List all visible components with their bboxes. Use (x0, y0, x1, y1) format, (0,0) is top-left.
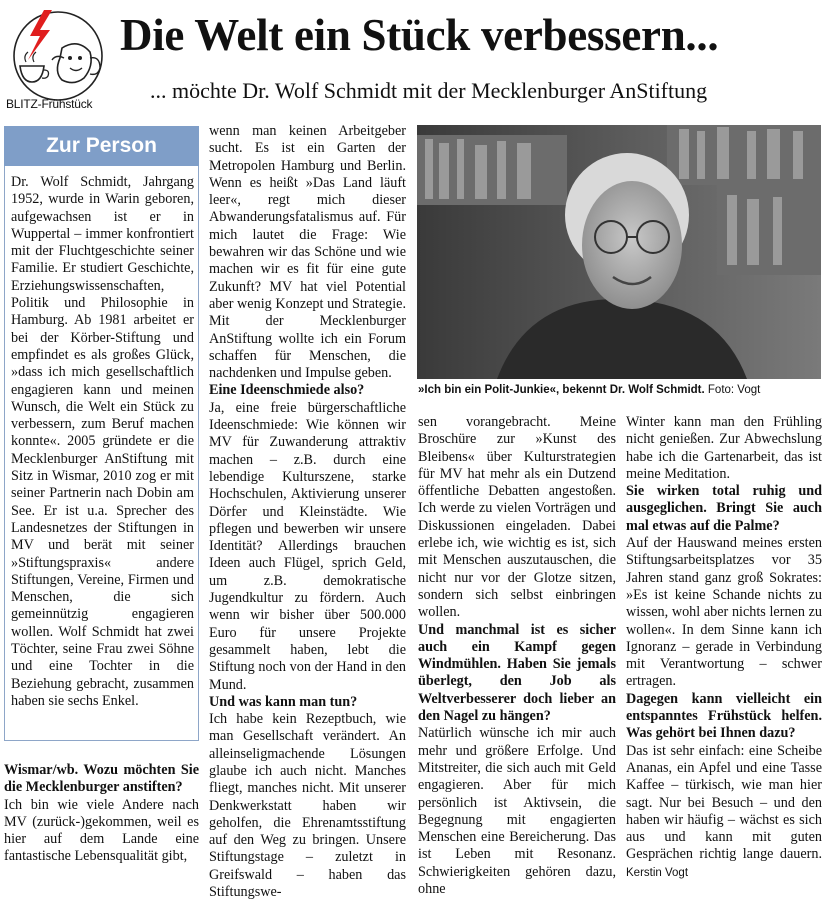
photo-caption (418, 383, 822, 397)
portrait-photo (417, 125, 821, 379)
question: Wismar/wb. Wozu möchten Sie die Mecklenburger anstiften? (4, 762, 199, 796)
question: Dagegen kann vielleicht ein entspanntes Frühstück helfen. Was gehört bei Ihnen dazu? (626, 690, 822, 742)
answer: sen vorangebracht. Meine Broschüre zur »Kunst des Bleibens« über Kulturstrategien für MV hat mehr als ein Dutzend öffentliche Debatten angestoßen. Ich werde zu vielen Vorträgen und Diskussionen eingeladen. Dabei erlebe ich, wie wichtig es ist, sich mit Menschen auszutauschen, die nicht nur vor der Glotze sitzen, sondern sich selbst einbringen wollen. (418, 414, 616, 621)
answer: Ich habe kein Rezeptbuch, wie man Gesellschaft verändert. An alleinseligmachende Lösungen glaube ich auch nicht. Manches fliegt, manches nicht. Mit unserer Denkwerkstatt haben wir geholfen, die Ehrenamtsstiftung auf den Weg zu bringen. Unsere Stiftungstage – zuletzt in Greifswald – haben das Stiftungswe- (209, 711, 406, 901)
article-column-2 (209, 123, 406, 901)
subheadline: ... möchte Dr. Wolf Schmidt mit der Mecklenburger AnStiftung (150, 78, 708, 103)
article-column-3 (418, 414, 616, 898)
person-box-title: Zur Person (4, 126, 199, 166)
answer: Natürlich wünsche ich mir auch mehr und größere Erfolge. Und Mitstreiter, die sich auch mit Geld engagieren. Aber für mich persönlich ist Aktivsein, die Begegnung mit engagierten Menschen eine Bereicherung. Das ist Leben mit Resonanz. Schwierigkeiten gehören dazu, ohne (418, 725, 616, 898)
answer (626, 743, 822, 882)
answer: wenn man keinen Arbeitgeber sucht. Es ist ein Garten der Metropolen Hamburg und Berlin. Wenn es heißt »Das Land läuft leer«, regt mich dieser Abwanderungsfatalismus auf. Für mich lautet die Frage: Wie bewahren wir das Schöne und wie machen wir es fit für eine gute Zukunft? MV hat viel Potential aber wenig Konzept und Strategie. Mit der Mecklenburger AnStiftung wollte ich ein Forum schaffen für Menschen, die nachdenken und Impulse geben. (209, 123, 406, 382)
logo-label: BLITZ-Frühstück (6, 97, 93, 111)
headline: Die Welt ein Stück verbessern... (120, 10, 719, 60)
answer: Ich bin wie viele Andere nach MV (zurück-)gekommen, weil es hier auf dem Lande eine fantastische Lebensqualität gibt, (4, 796, 199, 865)
question: Und manchmal ist es sicher auch ein Kampf gegen Windmühlen. Haben Sie jemals überlegt, den Job als Weltverbesserer doch lieber an den Nagel zu hängen? (418, 621, 616, 725)
question: Eine Ideenschmiede also? (209, 382, 365, 399)
person-box-text: Dr. Wolf Schmidt, Jahrgang 1952, wurde in Warin geboren, aufgewachsen ist er in Wuppertal – immer konfrontiert mit der Fluchtgeschichte seiner Familie. Er studiert Geschichte, Erziehungswissenschaften, Politik und Philosophie in Hamburg. Ab 1981 arbeitet er bei der Körber-Stiftung und empfindet es als großes Glück, »dass ich mich gesellschaftlich engagieren kann und meinen Wunsch, die Welt ein Stück zu verbessern, zum Beruf machen konnte«. 2005 gründete er die Mecklenburger AnStiftung mit Sitz in Wismar, 2010 zog er mit seiner Partnerin nach Dobin am See. Er ist u.a. Sprecher des Landesnetzes der Stiftungen in MV und berät mit seiner »Stiftungspraxis« andere Stiftungen, Vereine, Firmen und Menschen, die sich gemeinnützig engagieren wollen. Wolf Schmidt hat zwei Töchter, seine Frau zwei Söhne und eine Tochter in die Beziehung gebracht, zusammen haben sie sechs Enkel. (11, 174, 194, 709)
caption-quote: »Ich bin ein Polit-Junkie«, bekennt Dr. Wolf Schmidt. (418, 384, 705, 396)
question: Und was kann man tun? (209, 693, 358, 710)
article-column-4 (626, 414, 822, 882)
author: Kerstin Vogt (626, 866, 689, 879)
answer-text: Das ist sehr einfach: eine Scheibe Ananas, ein Apfel und eine Tasse Kaffee – türkisch, wie man hier sagt. Nur bei Besuch – und den haben wir häufig – wächst es sich aus und kann mit guten Gesprächen richtig lange dauern. (626, 742, 822, 863)
lightning-teapot-icon (4, 6, 112, 102)
article-column-1 (4, 762, 199, 866)
answer: Auf der Hauswand meines ersten Stiftungsarbeitsplatzes vor 35 Jahren stand ganz groß Sokrates: »Es ist keine Schande nichts zu wissen, wohl aber nichts lernen zu wollen«. In dem Sinne kann ich Ignoranz – gerade in Verbindung mit Verantwortung – schwer ertragen. (626, 535, 822, 690)
answer: Ja, eine freie bürgerschaftliche Ideenschmiede: Wie können wir MV für Zuwanderung attraktiv machen – z.B. durch eine lebendige Kulturszene, starke Hochschulen, Aktivierung unserer Dörfer und Kleinstädte. Wie pflegen und bewerben wir unsere Identität? Allerdings brauchen Ideen auch Flügel, sprich Geld, um z.B. demokratische Jugendkultur zu fördern. Auch wenn wir bisher über 500.000 Euro für unsere Projekte gesammelt haben, lebt die Stiftung noch von der Hand in den Mund. (209, 399, 406, 693)
question: Sie wirken total ruhig und ausgeglichen. Bringt Sie auch mal etwas auf die Palme? (626, 483, 822, 534)
answer: Winter kann man den Frühling nicht genießen. Zur Abwechslung habe ich die Gartenarbeit, das ist meine Meditation. (626, 414, 822, 482)
photo-credit: Foto: Vogt (704, 384, 761, 396)
